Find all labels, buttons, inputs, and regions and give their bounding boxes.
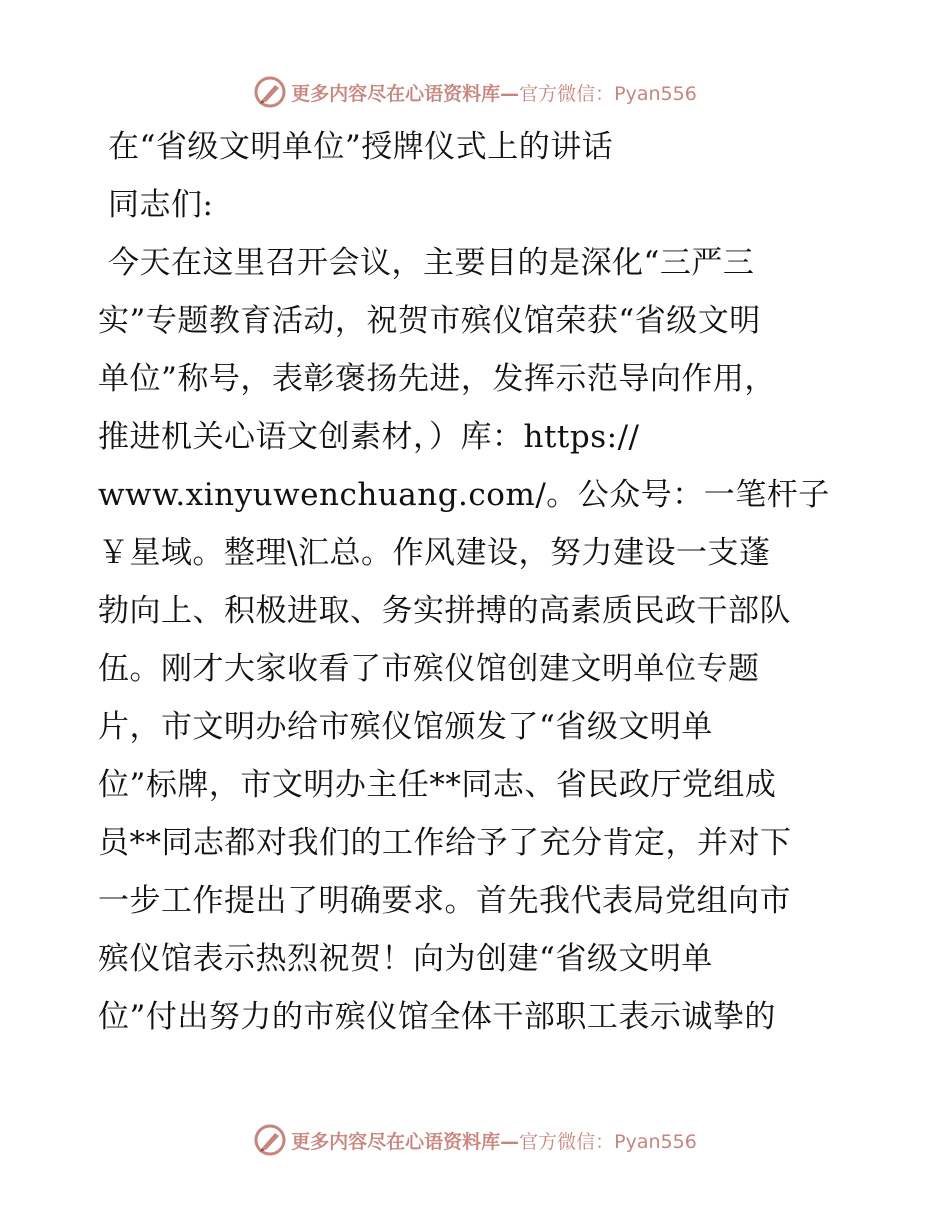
body-line: 今天在这里召开会议，主要目的是深化“三严三 — [108, 245, 755, 281]
body-line: 推进机关心语文创素材，）库：https:// — [98, 419, 640, 455]
document-body — [98, 118, 858, 1046]
body-line: 勃向上、积极进取、务实拼搏的高素质民政干部队 — [98, 593, 791, 629]
banner-text: 更多内容尽在心语资料库—官方微信：Pyan556 — [291, 1130, 697, 1153]
body-line: 实”专题教育活动，祝贺市殡仪馆荣获“省级文明 — [98, 303, 761, 339]
body-line: 位”付出努力的市殡仪馆全体干部职工表示诚挚的 — [98, 999, 776, 1035]
pen-logo-icon — [253, 75, 287, 109]
body-line: 位”标牌，市文明办主任**同志、省民政厅党组成 — [98, 767, 777, 803]
body-line: ￥星域。整理\汇总。作风建设，努力建设一支蓬 — [98, 535, 771, 571]
body-line: 片，市文明办给市殡仪馆颁发了“省级文明单 — [98, 709, 713, 745]
header-banner — [0, 70, 950, 114]
banner-text: 更多内容尽在心语资料库—官方微信：Pyan556 — [291, 82, 697, 105]
document-title: 在“省级文明单位”授牌仪式上的讲话 — [108, 129, 614, 165]
salutation: 同志们: — [108, 187, 214, 223]
body-line: 员**同志都对我们的工作给予了充分肯定，并对下 — [98, 825, 792, 861]
body-line: 伍。刚才大家收看了市殡仪馆创建文明单位专题 — [98, 651, 760, 687]
body-line: 单位”称号，表彰褒扬先进，发挥示范导向作用， — [98, 361, 776, 397]
body-line: 一步工作提出了明确要求。首先我代表局党组向市 — [98, 883, 791, 919]
body-line: www.xinyuwenchuang.com/。公众号：一笔杆子 — [98, 477, 830, 513]
footer-banner — [0, 1118, 950, 1162]
pen-logo-icon — [253, 1123, 287, 1157]
body-line: 殡仪馆表示热烈祝贺！向为创建“省级文明单 — [98, 941, 713, 977]
